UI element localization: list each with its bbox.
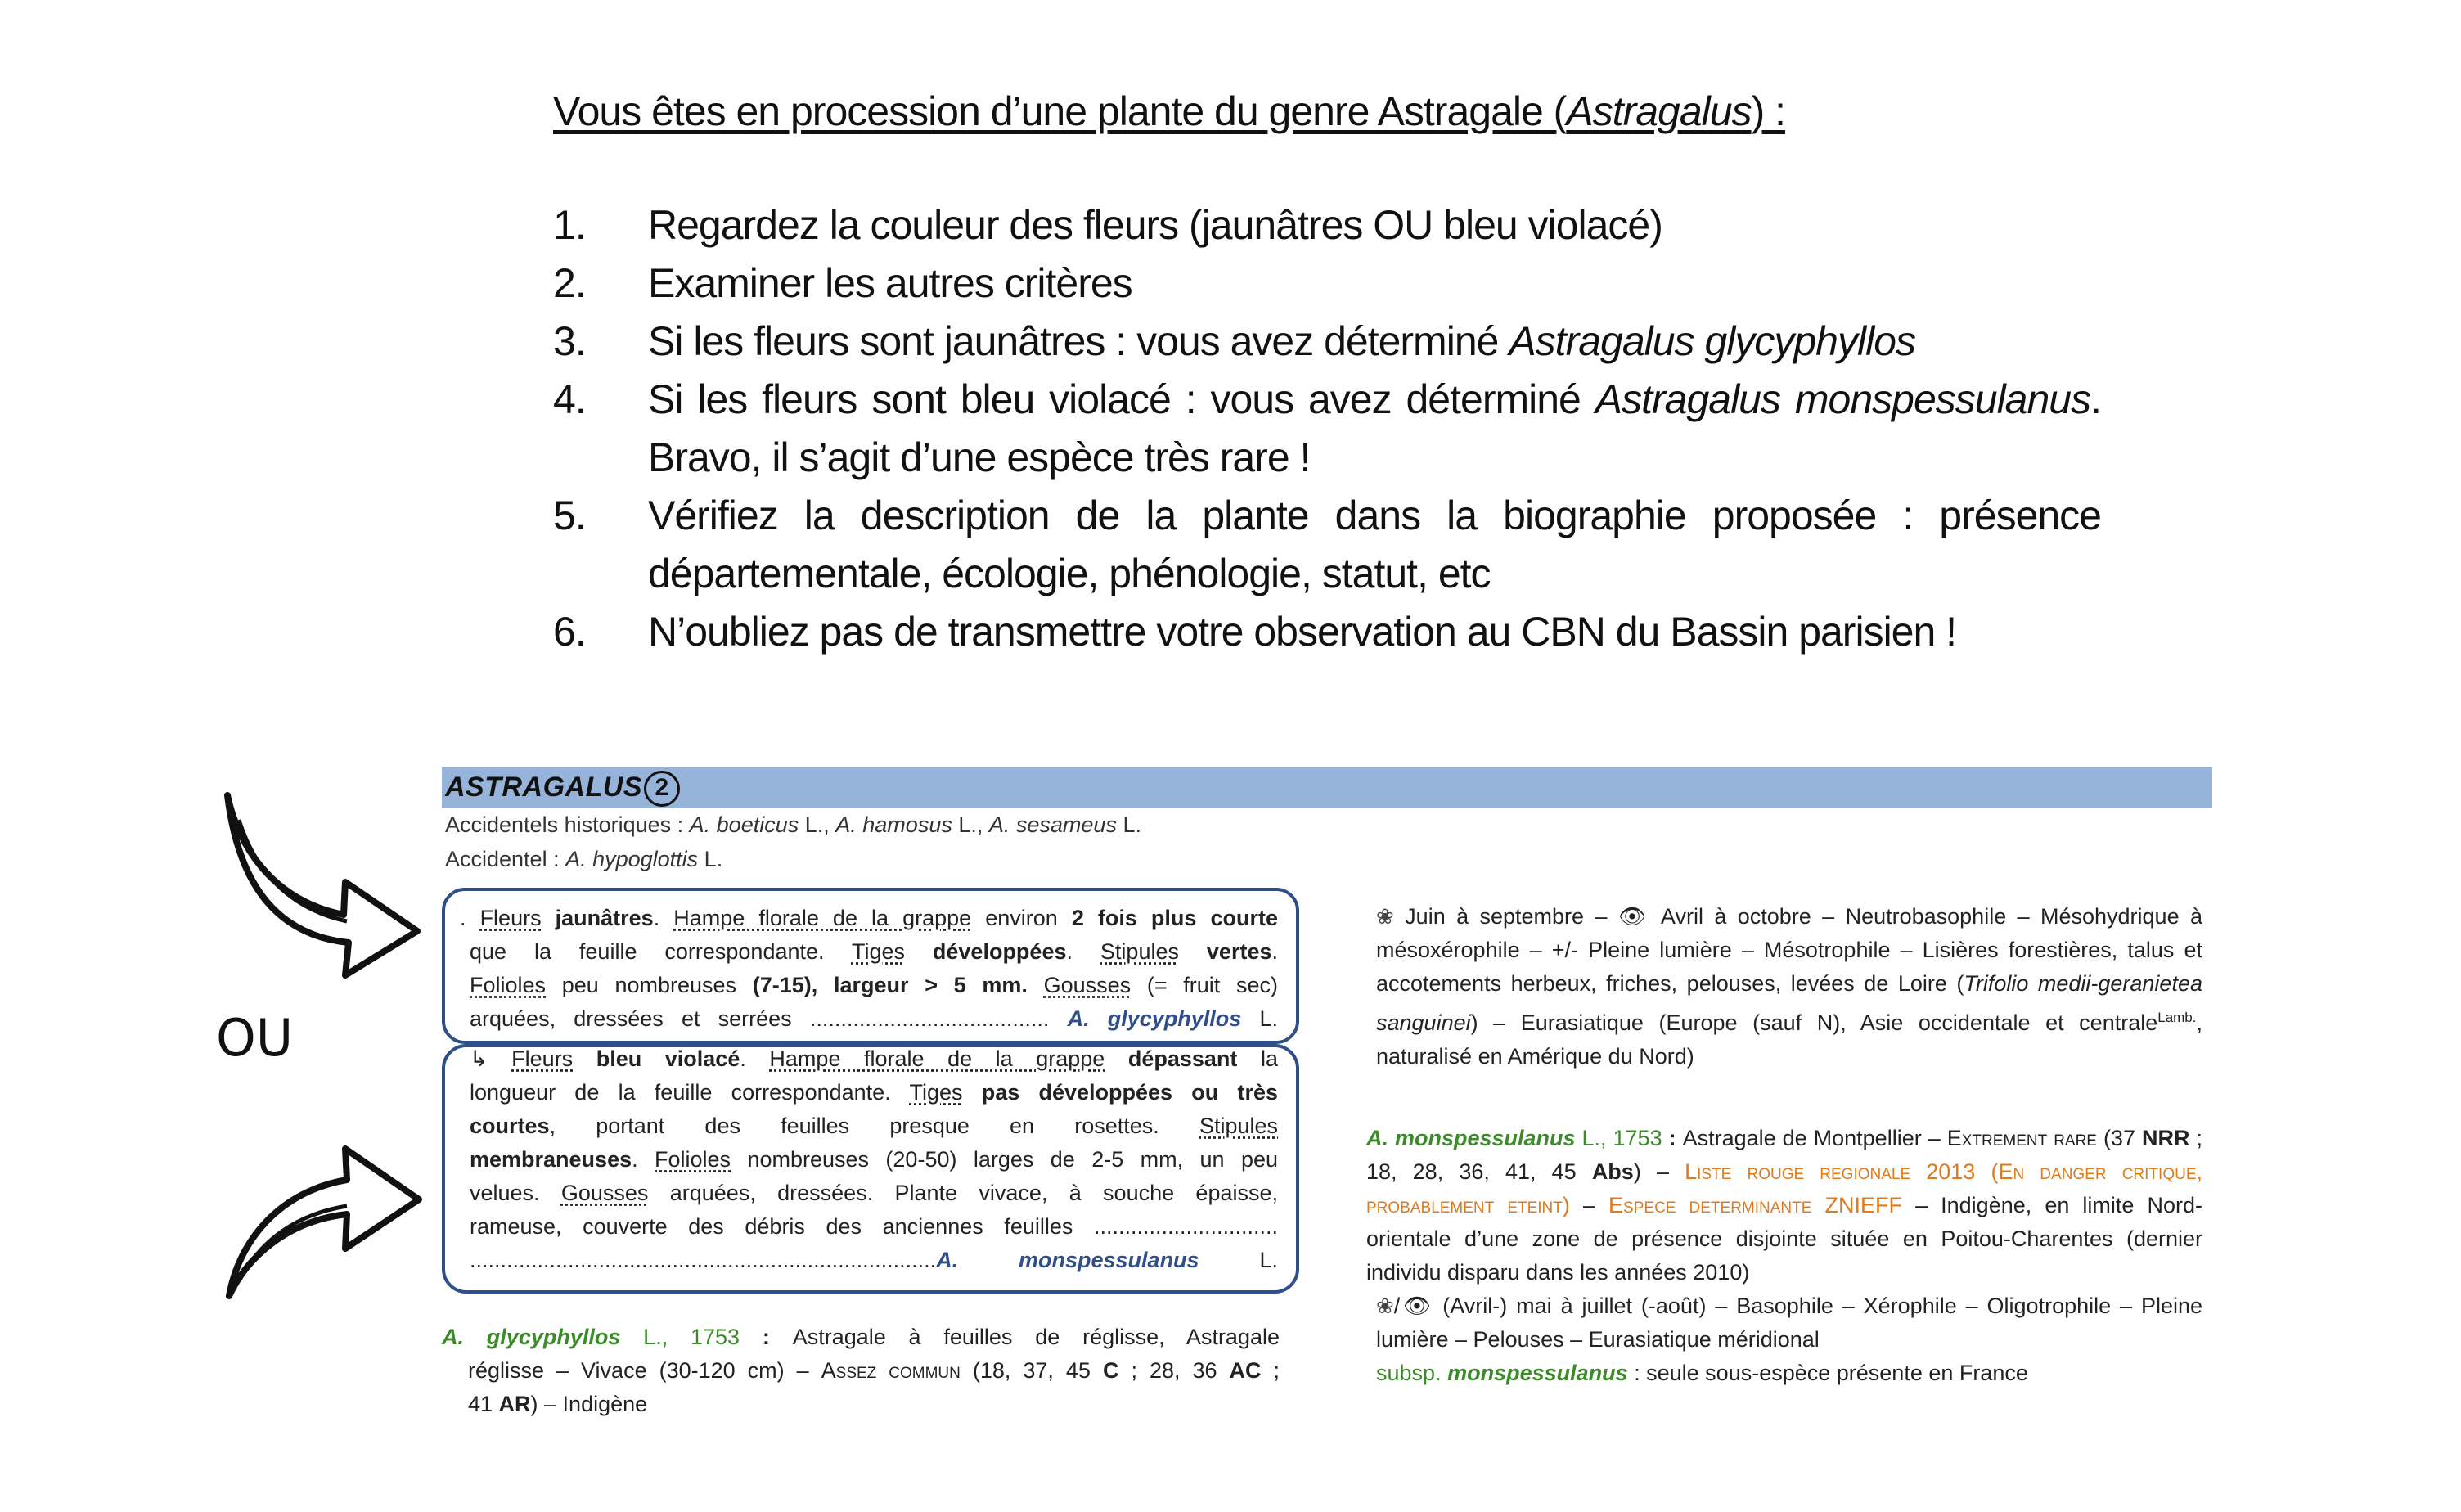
lead-blue-text: ↳ Fleurs bleu violacé. Hampe florale de la grappe dépassant la longueur de la feuille correspondante. Tiges pas développées ou très courtes, portant des feuilles presque en rosettes. Stipules membraneuses. Folioles nombreuses (20-50) larges de 2-5 mm, un peu velues. Gousses arquées, dressées. Plante vivace, à souche épaisse, rameuse, couverte des débris des anciennes feuilles .............................. ............................................................................A. monspessulanus L.	[470, 1046, 1278, 1272]
step-item: 6. N’oubliez pas de transmettre votre observation au CBN du Bassin parisien !	[553, 609, 1957, 655]
step-item: 1. Regardez la couleur des fleurs (jaunâtres OU bleu violacé)	[553, 202, 1662, 248]
species-link-glycyphyllos: A. glycyphyllos	[1067, 1006, 1242, 1031]
arrow-bottom-icon	[223, 1109, 435, 1306]
instructions-block	[553, 82, 2101, 661]
key-header	[442, 767, 2212, 808]
accidental: Accidentel : A. hypoglottis L.	[445, 847, 723, 871]
instructions-title: Vous êtes en procession d’une plante du genre Astragale (Astragalus) :	[553, 88, 1786, 134]
red-list-status: Liste rouge regionale 2013 (En danger critique, probablement eteint)	[1366, 1159, 2202, 1217]
genus-title: ASTRAGALUS 2	[445, 771, 680, 807]
monspessulanus-description: A. monspessulanus L., 1753 : Astragale de Montpellier – Extrement rare (37 NRR ; 18, 28, 36, 41, 45 Abs) – Liste rouge regionale 2013 (En danger critique, probablement eteint) – Espece determinante ZNIEFF – Indigène, en limite Nord-orientale d’une zone de présence disjointe située en Poitou-Charentes (dernier individu disparu dans les années 2010) ❀/👁 (Avril-) mai à juillet (-août) – Basophile – Xérophile – Oligotrophile – Pleine lumière – Pelouses – Eurasiatique méridional subsp. monspessulanus : seule sous-espèce présente en France	[1366, 1126, 2203, 1385]
glycyphyllos-ecology: ❀ Juin à septembre – 👁 Avril à octobre – Neutrobasophile – Mésohydrique à mésoxérophile – +/- Pleine lumière – Mésotrophile – Lisières forestières, talus et accotements herbeux, friches, pelouses, levées de Loire (Trifolio medii-geranietea sanguinei) – Eurasiatique (Europe (sauf N), Asie occidentale et centrale$^{Lamb.}$, naturalisé en Amérique du Nord)	[1376, 900, 2202, 1073]
step-item: 3. Si les fleurs sont jaunâtres : vous avez déterminé Astragalus glycyphyllos	[553, 318, 1916, 364]
historic-accidentals: Accidentels historiques : A. boeticus L., A. hamosus L., A. sesameus L.	[445, 812, 1141, 837]
key-number-badge: 2	[644, 771, 680, 807]
or-label: OU	[216, 1008, 294, 1068]
steps-list	[553, 196, 2101, 661]
fruiting-eye-icon: 👁	[1400, 1294, 1434, 1318]
arrow-return-icon: ↳	[470, 1046, 488, 1071]
flowering-icon: ❀	[1376, 1294, 1394, 1318]
species-name-glycyphyllos: A. glycyphyllos	[442, 1325, 621, 1349]
znieff-status: Espece determinante ZNIEFF	[1608, 1193, 1902, 1217]
fruiting-eye-icon: 👁	[1617, 904, 1652, 929]
glycyphyllos-description: A. glycyphyllos L., 1753 : Astragale à feuilles de réglisse, Astragale réglisse – Vivace (30-120 cm) – Assez commun (18, 37, 45 C ; 28, 36 AC ; 41 AR) – Indigène	[442, 1325, 1280, 1416]
species-name-monspessulanus: A. monspessulanus	[1366, 1126, 1576, 1150]
lead-yellow-text: . Fleurs jaunâtres. Hampe florale de la grappe environ 2 fois plus courte que la feuille correspondante. Tiges développées. Stipules vertes. Folioles peu nombreuses (7-15), largeur > 5 mm. Gousses (= fruit sec) arquées, dressées et serrées ....................................... A. glycyphyllos L.	[460, 906, 1278, 1031]
step-item: 2. Examiner les autres critères	[553, 260, 1132, 306]
species-link-monspessulanus: A. monspessulanus	[936, 1248, 1199, 1272]
step-item: 5. Vérifiez la description de la plante dans la biographie proposée : présence départementale, écologie, phénologie, statut, etc	[553, 493, 2101, 596]
step-item: 4. Si les fleurs sont bleu violacé : vous avez déterminé Astragalus monspessulanus. Bravo, il s’agit d’une espèce très rare !	[553, 376, 2102, 480]
flowering-icon: ❀	[1376, 904, 1394, 929]
arrow-top-icon	[221, 785, 434, 982]
